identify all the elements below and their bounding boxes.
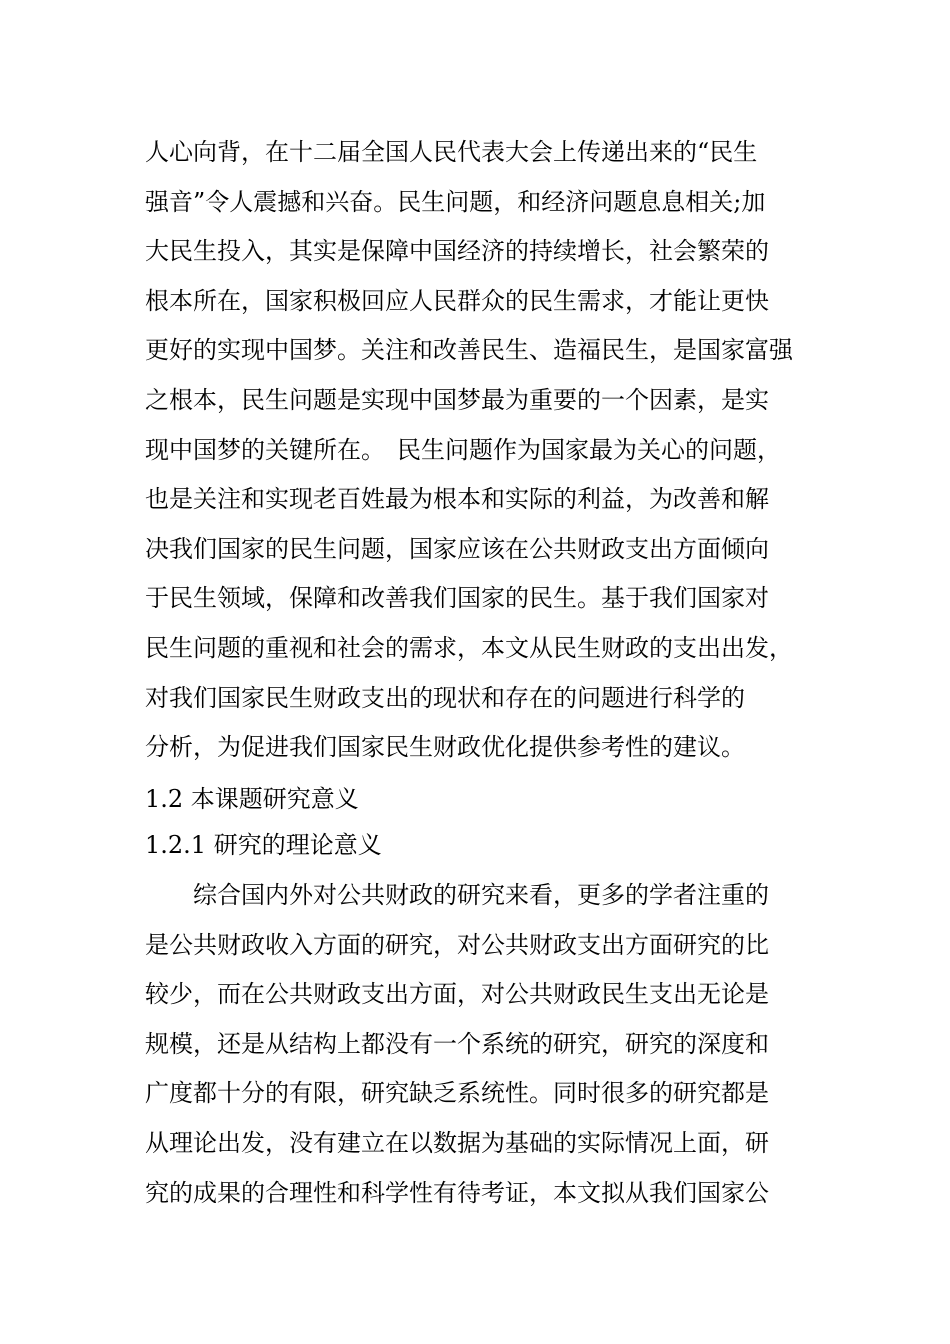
paragraph-2-line: 从理论出发，没有建立在以数据为基础的实际情况上面，研 xyxy=(145,1128,769,1157)
paragraph-1-line: 根本所在，国家积极回应人民群众的民生需求，才能让更快 xyxy=(145,286,769,315)
paragraph-1-line: 大民生投入，其实是保障中国经济的持续增长，社会繁荣的 xyxy=(145,237,769,266)
paragraph-1-line: 人心向背，在十二届全国人民代表大会上传递出来的“民生 xyxy=(145,138,758,166)
paragraph-2-line: 究的成果的合理性和科学性有待考证，本文拟从我们国家公 xyxy=(145,1178,769,1207)
paragraph-1-line: 也是关注和实现老百姓最为根本和实际的利益，为改善和解 xyxy=(145,485,769,514)
paragraph-2-line: 广度都十分的有限，研究缺乏系统性。同时很多的研究都是 xyxy=(145,1079,769,1108)
paragraph-2-line: 是公共财政收入方面的研究，对公共财政支出方面研究的比 xyxy=(145,930,769,959)
paragraph-1-line: 强音”令人震撼和兴奋。民生问题，和经济问题息息相关;加 xyxy=(145,187,766,216)
paragraph-1-line: 民生问题的重视和社会的需求，本文从民生财政的支出出发， xyxy=(145,633,793,662)
headings xyxy=(145,776,817,868)
paragraph-1-line: 现中国梦的关键所在。 民生问题作为国家最为关心的问题， xyxy=(145,435,781,464)
paragraph-2-line: 规模，还是从结构上都没有一个系统的研究，研究的深度和 xyxy=(145,1029,769,1058)
section-heading: 1.2 本课题研究意义 xyxy=(145,785,359,813)
paragraph-2 xyxy=(145,871,817,1218)
paragraph-1 xyxy=(145,128,817,773)
paragraph-2-line: 综合国内外对公共财政的研究来看，更多的学者注重的 xyxy=(193,881,769,909)
paragraph-1-line: 之根本，民生问题是实现中国梦最为重要的一个因素，是实 xyxy=(145,385,769,414)
paragraph-1-line: 更好的实现中国梦。关注和改善民生、造福民生，是国家富强 xyxy=(145,336,793,365)
paragraph-1-line: 决我们国家的民生问题，国家应该在公共财政支出方面倾向 xyxy=(145,534,769,563)
paragraph-2-line: 较少，而在公共财政支出方面，对公共财政民生支出无论是 xyxy=(145,980,769,1009)
paragraph-1-line: 分析，为促进我们国家民生财政优化提供参考性的建议。 xyxy=(145,733,745,762)
paragraph-1-line: 对我们国家民生财政支出的现状和存在的问题进行科学的 xyxy=(145,683,745,712)
paragraph-1-line: 于民生领域，保障和改善我们国家的民生。基于我们国家对 xyxy=(145,584,769,613)
subsection-heading: 1.2.1 研究的理论意义 xyxy=(145,831,382,859)
